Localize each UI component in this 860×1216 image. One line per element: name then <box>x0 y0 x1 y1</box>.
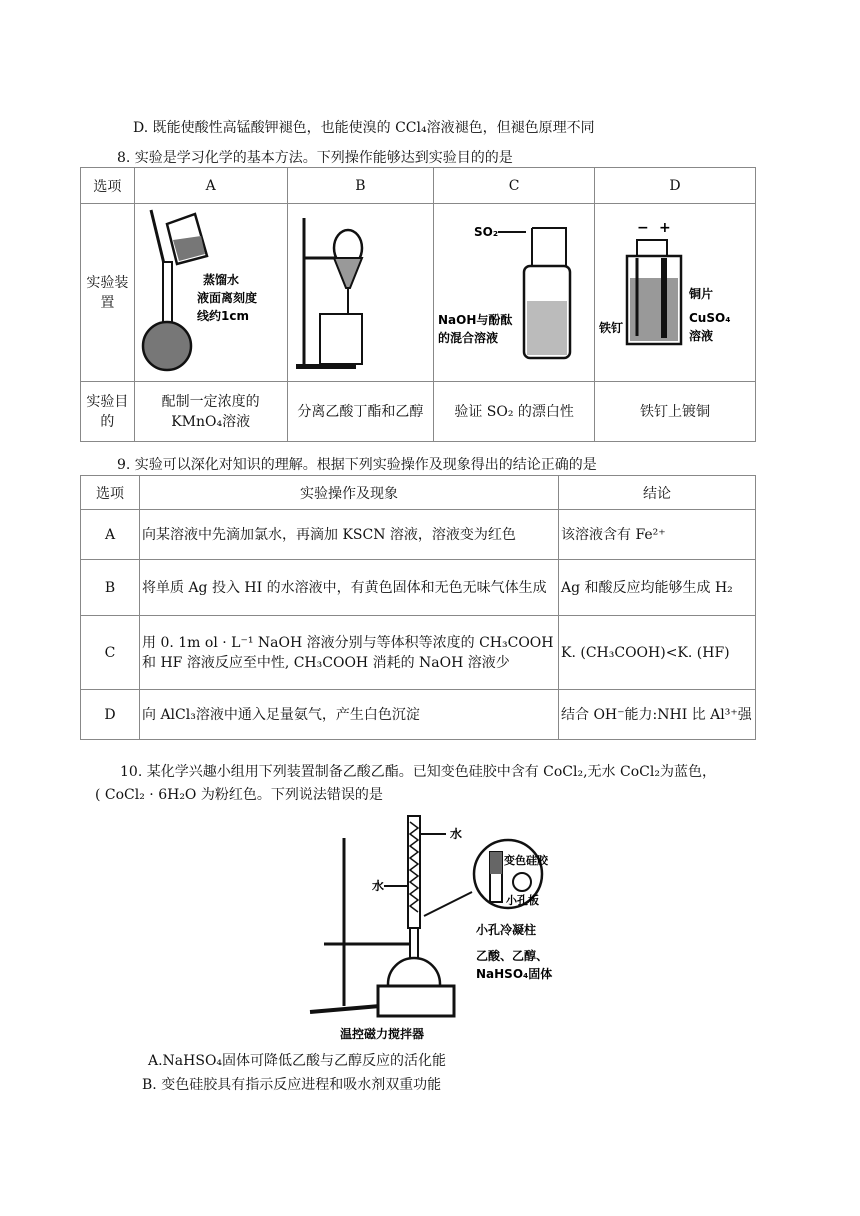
q9-row-a-conclusion: 该溶液含有 Fe²⁺ <box>559 510 756 560</box>
q9-row-d-operation: 向 AlCl₃溶液中通入足量氨气，产生白色沉淀 <box>140 690 559 740</box>
q9-row-c-option: C <box>81 616 140 690</box>
orifice-plate-label: 小孔板 <box>506 894 539 907</box>
fig-c-so2-label: SO₂ <box>474 224 499 239</box>
q8-header-b: B <box>287 168 434 204</box>
electroplating-figure <box>597 206 753 376</box>
fig-d-plus: + <box>659 219 671 236</box>
q9-table <box>80 475 756 740</box>
q8-figure-d <box>595 204 756 382</box>
q9-row-c-conclusion: K. (CH₃COOH)<K. (HF) <box>559 616 756 690</box>
q10-stem-line-2: ( CoCl₂ · 6H₂O 为粉红色。下列说法错误的是 <box>95 787 383 803</box>
q8-purpose-b: 分离乙酸丁酯和乙醇 <box>287 382 434 442</box>
fig-d-minus: − <box>637 219 649 236</box>
fig-d-solution-label: 溶液 <box>689 328 714 343</box>
q8-figure-b <box>287 204 434 382</box>
q9-row-b-operation: 将单质 Ag 投入 HI 的水溶液中，有黄色固体和无色无味气体生成 <box>140 560 559 616</box>
condenser-label: 小孔冷凝柱 <box>476 923 537 937</box>
q8-figure-a <box>134 204 287 382</box>
q9-row-a-option: A <box>81 510 140 560</box>
q7-option-d: D. 既能使酸性高锰酸钾褪色，也能使溴的 CCl₄溶液褪色，但褪色原理不同 <box>133 120 595 136</box>
q8-header-c: C <box>434 168 595 204</box>
water-in-label: 水 <box>372 879 385 893</box>
q9-header-conclusion: 结论 <box>559 476 756 510</box>
fig-d-cuso4-label: CuSO₄ <box>689 310 731 325</box>
q10-option-b: B. 变色硅胶具有指示反应进程和吸水剂双重功能 <box>142 1077 442 1093</box>
fig-c-label-2: 的混合溶液 <box>438 330 499 345</box>
fig-a-label-3: 线约1cm <box>196 308 249 323</box>
reagents-label-2: NaHSO₄固体 <box>476 967 553 981</box>
fig-d-nail-label: 铁钉 <box>599 320 624 335</box>
q9-row-c-operation: 用 0. 1m ol · L⁻¹ NaOH 溶液分别与等体积等浓度的 CH₃COOH 和 HF 溶液反应至中性, CH₃COOH 消耗的 NaOH 溶液少 <box>140 616 559 690</box>
reagents-label-1: 乙酸、乙醇、 <box>476 949 549 963</box>
q8-purpose-a: 配制一定浓度的 KMnO₄溶液 <box>134 382 287 442</box>
q9-row-b-option: B <box>81 560 140 616</box>
fig-c-label-1: NaOH与酚酞 <box>438 312 513 327</box>
q9-header-operation: 实验操作及现象 <box>140 476 559 510</box>
water-out-label: 水 <box>450 827 463 841</box>
fig-d-copper-label: 铜片 <box>689 286 714 301</box>
q8-row-purpose-label: 实验目的 <box>81 382 135 442</box>
q8-purpose-c: 验证 SO₂ 的漂白性 <box>434 382 595 442</box>
q8-header-d: D <box>595 168 756 204</box>
volumetric-flask-figure <box>137 206 283 376</box>
q9-header-option: 选项 <box>81 476 140 510</box>
ester-apparatus-figure <box>300 808 553 1044</box>
q8-header-a: A <box>134 168 287 204</box>
q9-row-d-option: D <box>81 690 140 740</box>
q8-header-option: 选项 <box>81 168 135 204</box>
q9-row-d-conclusion: 结合 OH⁻能力:NHI 比 Al³⁺强 <box>559 690 756 740</box>
q8-purpose-d: 铁钉上镀铜 <box>595 382 756 442</box>
q10-option-a: A.NaHSO₄固体可降低乙酸与乙醇反应的活化能 <box>148 1053 447 1069</box>
q9-row-a-operation: 向某溶液中先滴加氯水，再滴加 KSCN 溶液，溶液变为红色 <box>140 510 559 560</box>
fig-a-label-1: 蒸馏水 <box>202 272 239 287</box>
q8-stem: 8. 实验是学习化学的基本方法。下列操作能够达到实验目的的是 <box>117 150 513 166</box>
q8-table <box>80 167 756 442</box>
fig-a-label-2: 液面离刻度 <box>196 290 257 305</box>
q9-stem: 9. 实验可以深化对知识的理解。根据下列实验操作及现象得出的结论正确的是 <box>117 457 597 473</box>
q9-row-b-conclusion: Ag 和酸反应均能够生成 H₂ <box>559 560 756 616</box>
q8-figure-c <box>434 204 595 382</box>
silica-gel-label: 变色硅胶 <box>504 854 548 867</box>
stirrer-label: 温控磁力搅拌器 <box>340 1027 425 1041</box>
gas-washing-bottle-figure <box>436 206 590 376</box>
q8-row-apparatus-label: 实验装置 <box>81 204 135 382</box>
separatory-funnel-figure <box>290 206 430 376</box>
q10-stem-line-1: 10. 某化学兴趣小组用下列装置制备乙酸乙酯。已知变色硅胶中含有 CoCl₂,无水 CoCl₂为蓝色， <box>120 764 716 780</box>
